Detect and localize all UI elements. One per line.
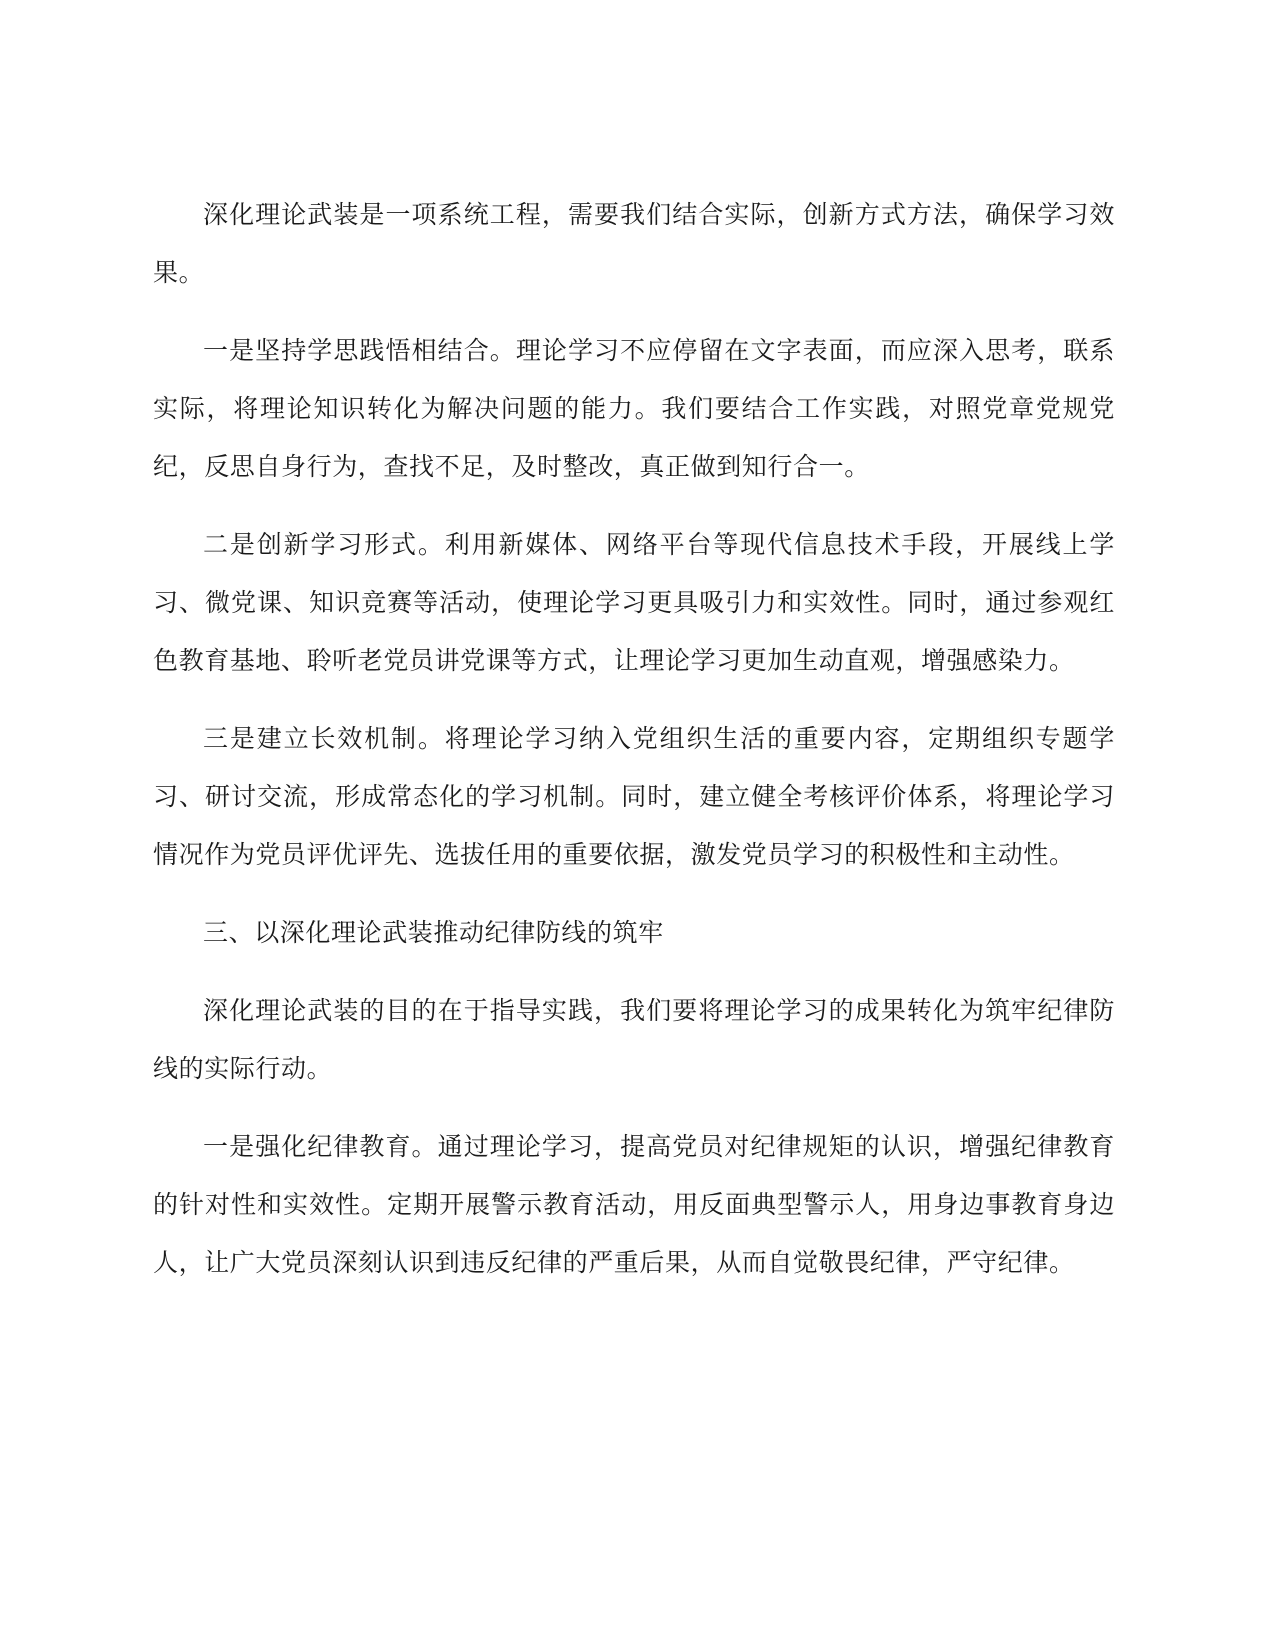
section-heading: 三、以深化理论武装推动纪律防线的筑牢 — [203, 918, 664, 947]
paragraph-section-point-1: 一是强化纪律教育。通过理论学习，提高党员对纪律规矩的认识，增强纪律教育的针对性和实效性。定期开展警示教育活动，用反面典型警示人，用身边事教育身边人，让广大党员深刻认识到违反纪律的严重后果，从而自觉敬畏纪律，严守纪律。 — [153, 1132, 1115, 1277]
paragraph-point-2: 二是创新学习形式。利用新媒体、网络平台等现代信息技术手段，开展线上学习、微党课、知识竞赛等活动，使理论学习更具吸引力和实效性。同时，通过参观红色教育基地、聆听老党员讲党课等方式，让理论学习更加生动直观，增强感染力。 — [153, 530, 1115, 675]
document-body — [153, 186, 1115, 1312]
paragraph-point-1: 一是坚持学思践悟相结合。理论学习不应停留在文字表面，而应深入思考，联系实际，将理论知识转化为解决问题的能力。我们要结合工作实践，对照党章党规党纪，反思自身行为，查找不足，及时整改，真正做到知行合一。 — [153, 336, 1115, 481]
paragraph-section-intro: 深化理论武装的目的在于指导实践，我们要将理论学习的成果转化为筑牢纪律防线的实际行动。 — [153, 996, 1115, 1083]
paragraph-point-3: 三是建立长效机制。将理论学习纳入党组织生活的重要内容，定期组织专题学习、研讨交流，形成常态化的学习机制。同时，建立健全考核评价体系，将理论学习情况作为党员评优评先、选拔任用的重要依据，激发党员学习的积极性和主动性。 — [153, 724, 1115, 869]
paragraph-intro: 深化理论武装是一项系统工程，需要我们结合实际，创新方式方法，确保学习效果。 — [153, 200, 1115, 287]
